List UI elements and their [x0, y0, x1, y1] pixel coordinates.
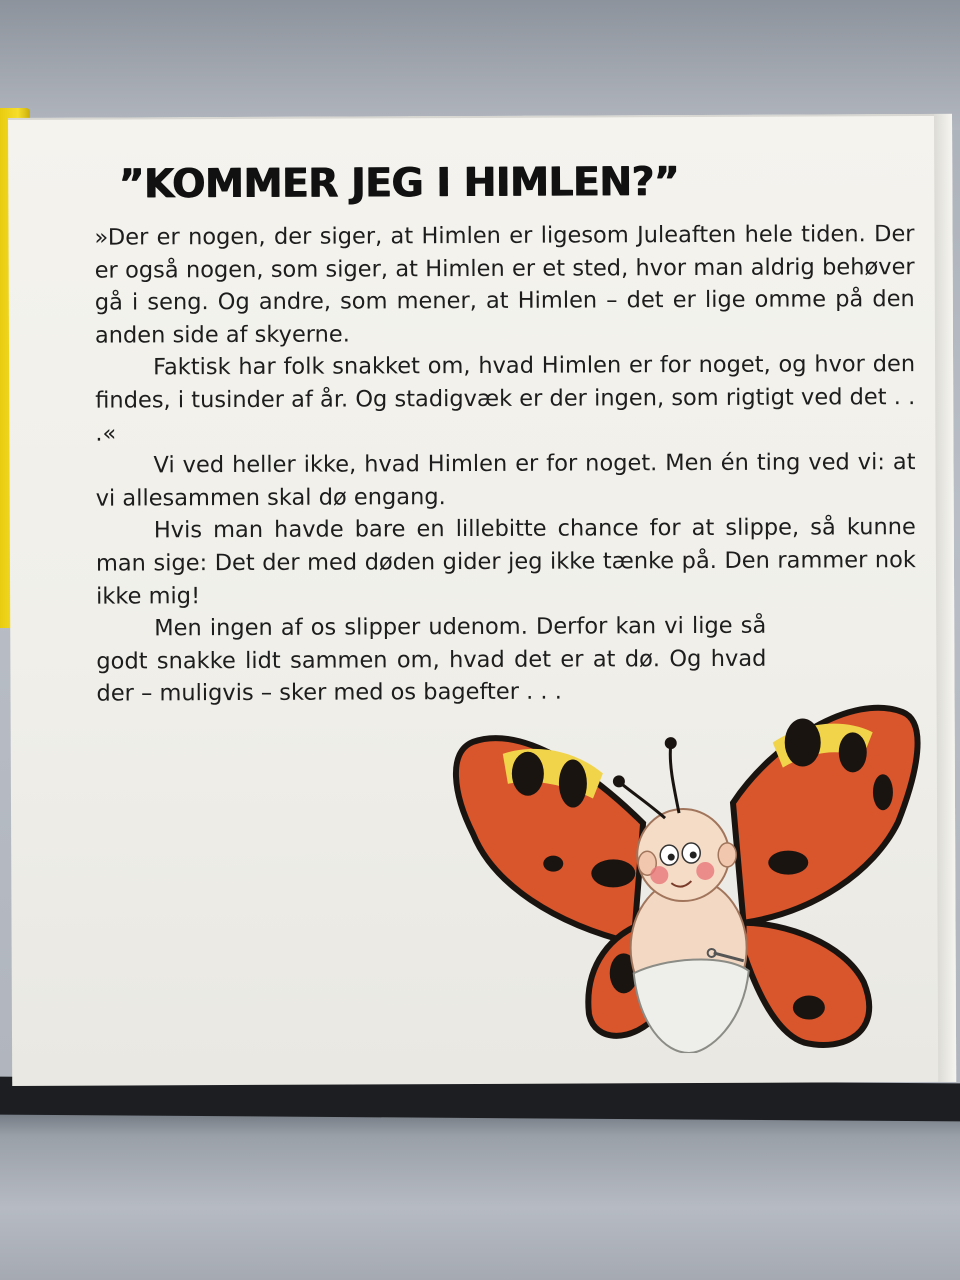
table-surface-bottom [0, 1100, 960, 1280]
paragraph-4: Hvis man havde bare en lillebitte chance for at slippe, så kunne man sige: Det der med døden gider jeg ikke tænke på. Den rammer nok ikke mig! [95, 514, 916, 610]
book-back-cover [8, 114, 956, 1086]
paragraph-3: Vi ved heller ikke, hvad Himlen er for noget. Men én ting ved vi: at vi allesammen skal dø engang. [95, 449, 916, 512]
butterfly-baby-illustration [442, 622, 924, 1054]
book-title: ”KOMMER JEG I HIMLEN?” [118, 159, 679, 208]
table-surface-top [0, 0, 960, 130]
paragraph-2: Faktisk har folk snakket om, hvad Himlen er for noget, og hvor den findes, i tusinder af år. Og stadigvæk er der ingen, som rigtigt ved det . . .« [95, 351, 916, 447]
paragraph-5: Men ingen af os slipper udenom. Derfor kan vi lige så godt snakke lidt sammen om, hvad det er at dø. Og hvad der – muligvis – sker med os bagefter . . . [96, 612, 767, 707]
cover-right-edge [934, 114, 956, 1082]
paragraph-1: »Der er nogen, der siger, at Himlen er ligesom Juleaften hele tiden. Der er også nogen, som siger, at Himlen er et sted, hvor man aldrig behøver gå i seng. Og andre, som mener, at Himlen – det er lige omme på den anden side af skyerne. [94, 221, 915, 349]
